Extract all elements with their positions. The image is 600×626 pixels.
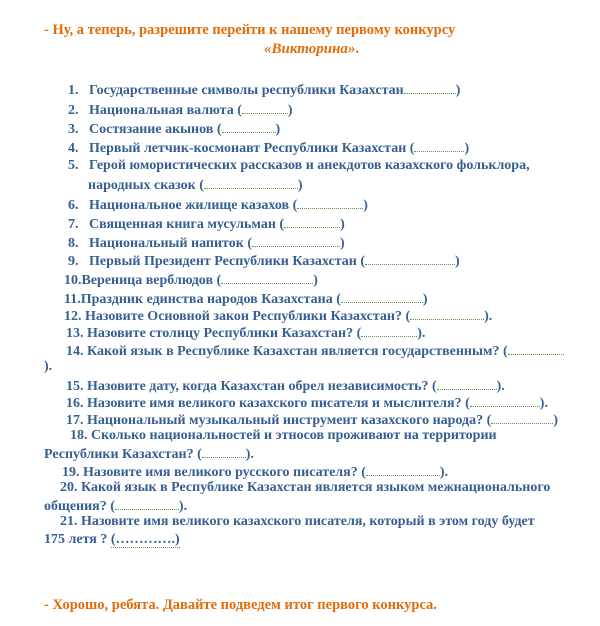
question-1: 1. Государственные символы республики Казахстан ) — [68, 80, 460, 99]
question-10: 10.Вереница верблюдов ( ) — [64, 270, 318, 289]
question-21: 21. Назовите имя великого казахского писателя, который в этом году будет — [60, 514, 535, 529]
question-14-cont: ). — [44, 359, 53, 374]
question-21-cont: 175 летя ? (………….) — [44, 532, 180, 547]
question-14: 14. Какой язык в Республике Казахстан является государственным? ( — [66, 341, 564, 360]
question-6: 6. Национальное жилище казахов ( ) — [68, 195, 368, 214]
question-7: 7. Священная книга мусульман ( ) — [68, 214, 345, 233]
question-18: 18. Сколько национальностей и этносов проживают на территории — [70, 428, 497, 443]
question-13: 13. Назовите столицу Республики Казахстан? ( ). — [66, 323, 425, 342]
question-5: 5. Герой юмористических рассказов и анекдотов казахского фольклора, — [68, 158, 530, 173]
question-5-cont: народных сказок ( ) — [88, 175, 303, 194]
question-17: 17. Национальный музыкальный инструмент казахского народа? ( ) — [66, 410, 558, 429]
question-11: 11.Праздник единства народов Казахстана ( ) — [64, 289, 428, 308]
quiz-title: «Викторина». — [264, 41, 360, 57]
intro-line: - Ну, а теперь, разрешите перейти к нашему первому конкурсу — [44, 22, 456, 38]
question-15: 15. Назовите дату, когда Казахстан обрел независимость? ( ). — [66, 376, 505, 395]
question-16: 16. Назовите имя великого казахского писателя и мыслителя? ( ). — [66, 393, 548, 412]
question-18-cont: Республики Казахстан? ( ). — [44, 444, 254, 463]
outro-line: - Хорошо, ребята. Давайте подведем итог первого конкурса. — [44, 597, 437, 613]
question-9: 9. Первый Президент Республики Казахстан ( ) — [68, 251, 460, 270]
question-19: 19. Назовите имя великого русского писателя? ( ). — [62, 462, 448, 481]
question-3: 3. Состязание акынов ( ) — [68, 119, 280, 138]
question-20: 20. Какой язык в Республике Казахстан является языком межнационального — [60, 480, 551, 495]
question-12: 12. Назовите Основной закон Республики Казахстан? ( ). — [64, 306, 492, 325]
question-20-cont: общения? ( ). — [44, 496, 187, 515]
question-4: 4. Первый летчик-космонавт Республики Казахстан ( ) — [68, 138, 469, 157]
question-8: 8. Национальный напиток ( ) — [68, 233, 345, 252]
question-2: 2. Национальная валюта ( ) — [68, 100, 293, 119]
